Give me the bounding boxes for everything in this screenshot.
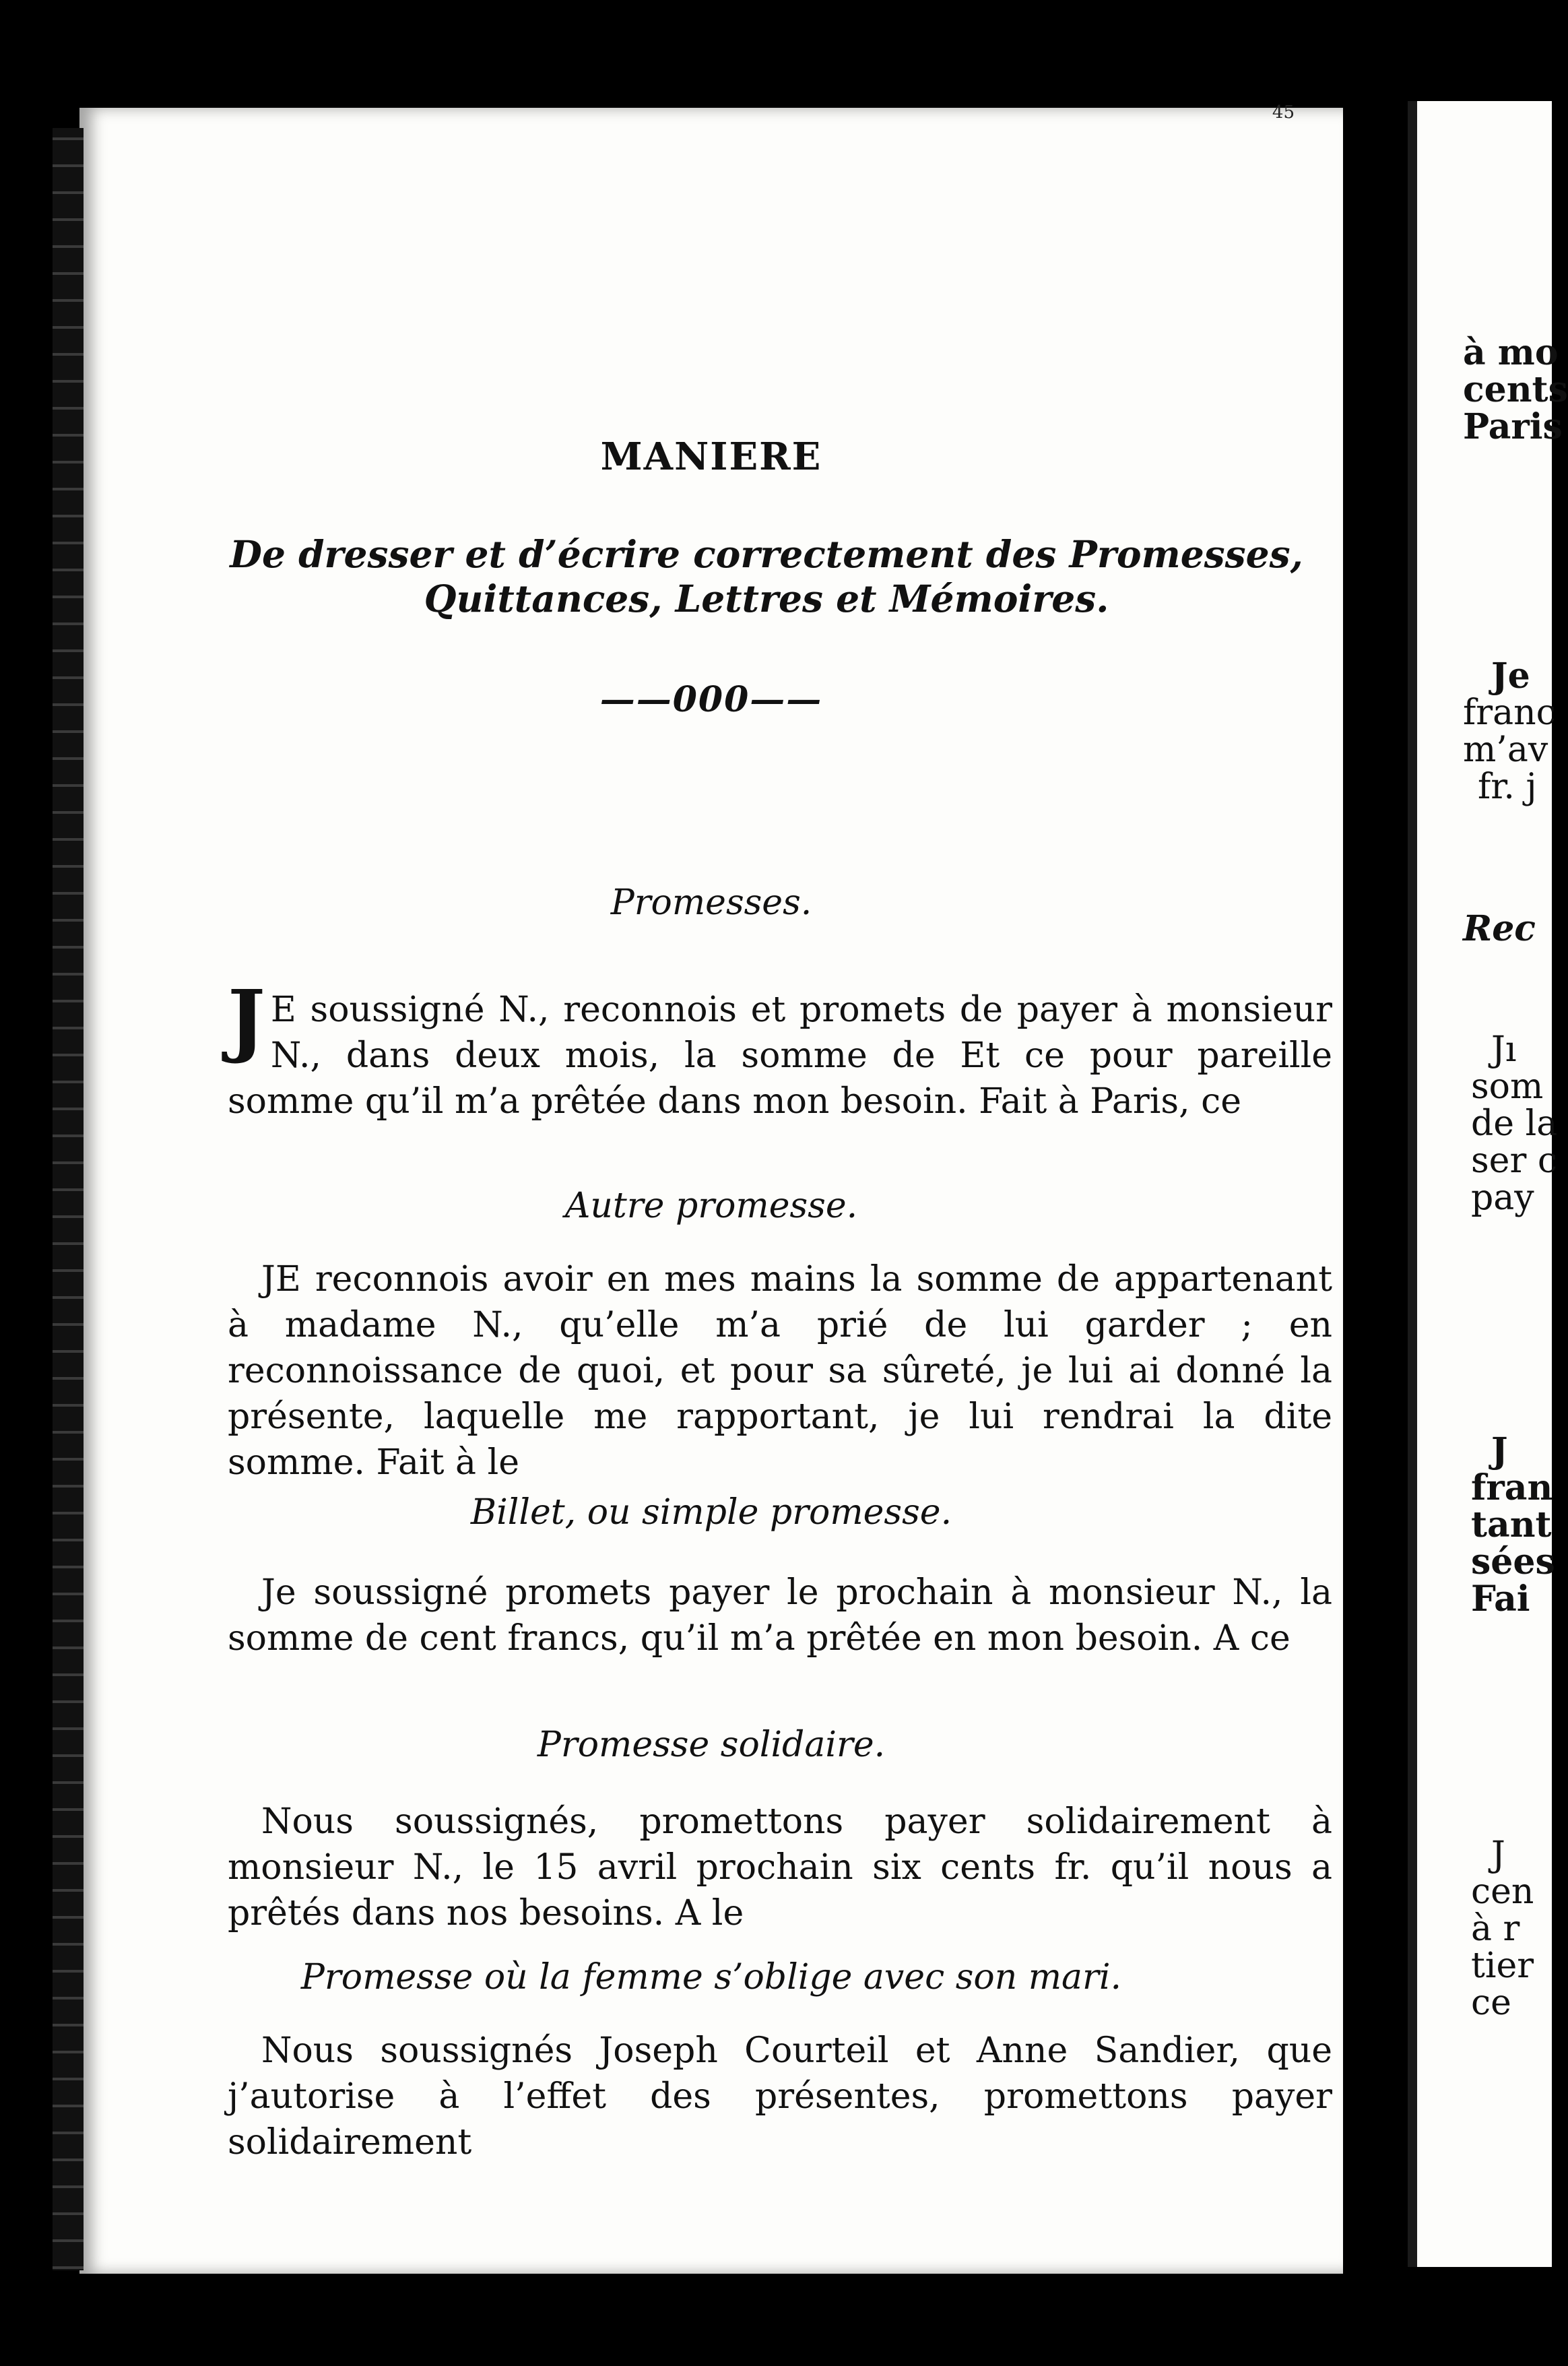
right-page-fragment: ser c	[1471, 1141, 1557, 1181]
paragraph-text: Je soussigné promets payer le prochain à monsieur N., la somme de cent francs, qu’il m’a prêtée en mon besoin. A ce	[228, 1572, 1332, 1659]
section-heading: Billet, ou simple promesse.	[470, 1492, 952, 1533]
left-page	[79, 102, 1343, 2274]
paragraph-text: Nous soussignés, promettons payer solidairement à monsieur N., le 15 avril prochain six cents fr. qu’il nous a prêtés dans nos besoins. A le	[228, 1801, 1332, 1933]
right-page-fragment: Rec	[1463, 908, 1536, 949]
right-page-fragment: cents	[1463, 369, 1568, 410]
drop-cap: J	[228, 972, 265, 1066]
right-page-fragment: fran	[1471, 1467, 1553, 1508]
page-title: MANIERE	[600, 435, 822, 479]
paragraph-text: JE reconnois avoir en mes mains la somme de appartenant à madame N., qu’elle m’a prié de lui garder ; en reconnoissance de quoi, et pour sa sûreté, je lui ai donné la présente, laquelle me rapportant, je lui rendrai la dite somme. Fait à le	[228, 1259, 1332, 1483]
section-paragraph	[228, 972, 1332, 1124]
right-page-fragment: ce	[1471, 1983, 1511, 2023]
section-paragraph	[228, 1570, 1332, 1661]
right-page-fragment: franc	[1463, 693, 1556, 733]
section-heading: Promesses.	[610, 883, 812, 923]
right-page-fragment: som	[1471, 1066, 1544, 1107]
page-subtitle: De dresser et d’écrire correctement des Promesses, Quittances, Lettres et Mémoires.	[230, 532, 1303, 620]
paragraph-text: E soussigné N., reconnois et promets de payer à monsieur N., dans deux mois, la somme de Et ce pour pareille somme qu’il m’a prêtée dans mon besoin. Fait à Paris, ce	[228, 990, 1332, 1122]
section-heading: Promesse où la femme s’oblige avec son mari.	[300, 1957, 1122, 1997]
right-page-fragment: J	[1491, 1834, 1505, 1875]
section-heading: Promesse solidaire.	[537, 1725, 886, 1765]
right-page-partial	[1408, 101, 1568, 2267]
right-page-fragment: sées	[1471, 1541, 1555, 1582]
section-paragraph	[228, 2028, 1332, 2165]
right-page-fragment: à mo	[1463, 332, 1559, 373]
paragraph-text: Nous soussignés Joseph Courteil et Anne Sandier, que j’autorise à l’effet des présentes, promettons payer solidairement	[228, 2031, 1332, 2163]
right-page-fragment: m’av	[1463, 730, 1548, 770]
right-page-fragment: cen	[1471, 1872, 1534, 1912]
page-number: 45	[1272, 102, 1295, 123]
right-page-fragment: Jı	[1491, 1029, 1517, 1070]
right-page-fragment: Fai	[1471, 1578, 1530, 1620]
ornament-divider: ——000——	[599, 679, 823, 720]
right-page-fragment: J	[1491, 1430, 1508, 1471]
right-page-fragment: pay	[1471, 1178, 1534, 1218]
section-heading: Autre promesse.	[564, 1186, 858, 1226]
section-paragraph	[228, 1256, 1332, 1485]
right-page-fragment: fr. j	[1478, 767, 1537, 807]
right-page-fragment: Je	[1491, 656, 1530, 697]
right-page-fragment: à r	[1471, 1909, 1520, 1949]
right-page-fragment: de la	[1471, 1104, 1558, 1144]
right-page-fragment: tier	[1471, 1946, 1534, 1986]
right-page-fragment: tant	[1471, 1504, 1552, 1545]
right-page-fragment: Paris	[1463, 406, 1563, 447]
section-paragraph	[228, 1799, 1332, 1936]
